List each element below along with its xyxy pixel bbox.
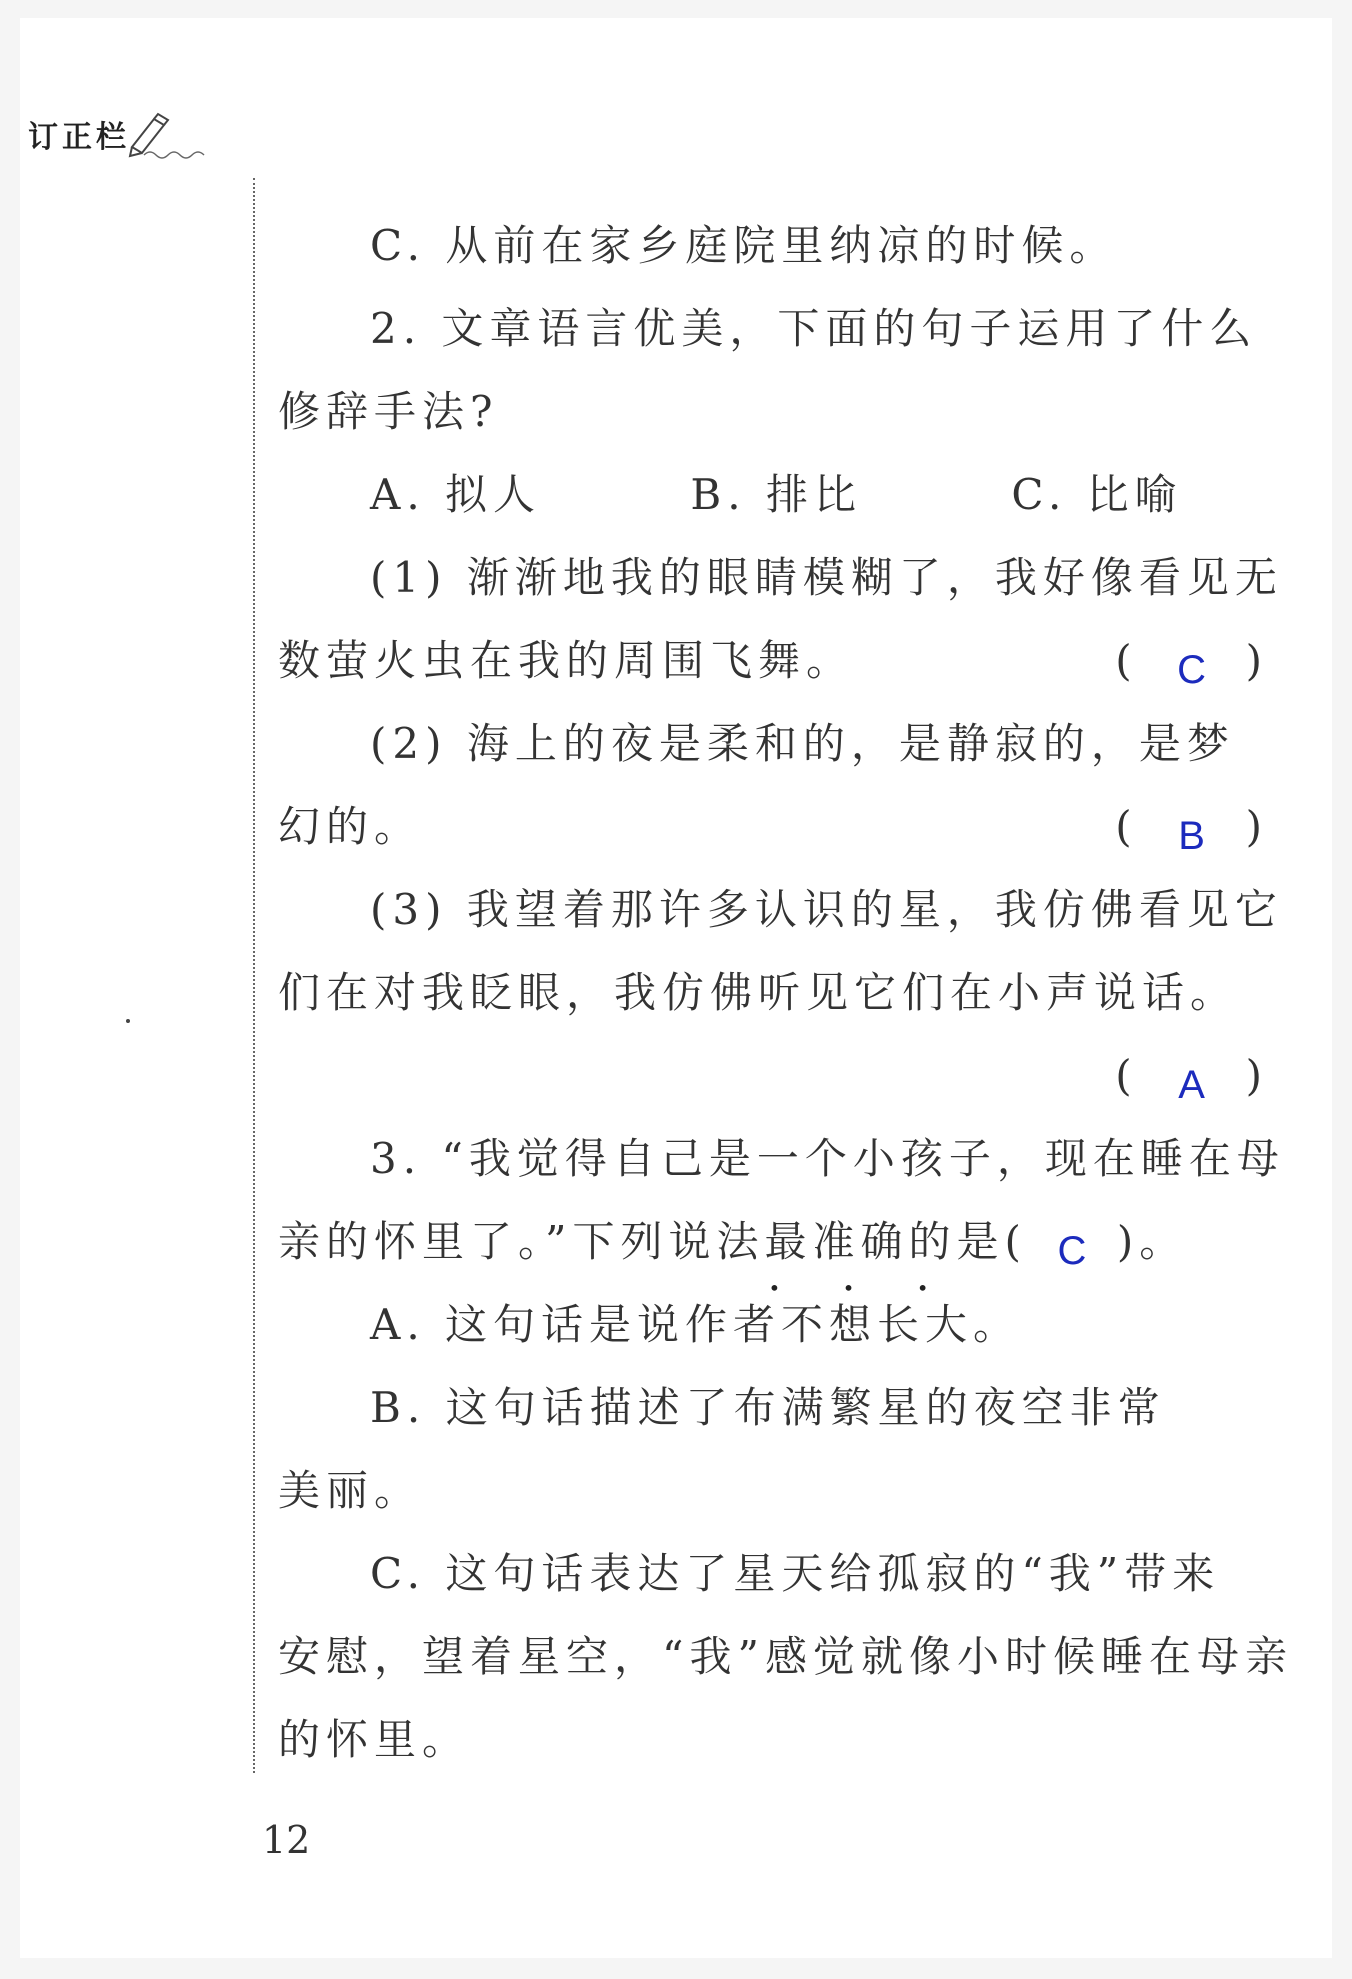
workbook-page [20, 18, 1332, 1958]
q3-stem-line1: 3. “我觉得自己是一个小孩子，现在睡在母 [370, 1134, 1285, 1183]
q2-2-answer-box [1115, 799, 1268, 858]
emphasis-dotted-text: 最准确 • • • [764, 1214, 908, 1270]
margin-dot [126, 1019, 130, 1023]
q3-answer: C [1057, 1229, 1087, 1273]
q2-1-line2: 数萤火虫在我的周围飞舞。 [278, 636, 855, 685]
q2-3-line1: (3) 我望着那许多认识的星，我仿佛看见它 [370, 885, 1283, 934]
option-c: C. 比喻 [1011, 470, 1183, 519]
q3-stem-text-2: 的是( [908, 1217, 1027, 1266]
paren-open: ( [1115, 1051, 1138, 1100]
paren-open: ( [1115, 802, 1138, 851]
q2-3-line2: 们在对我眨眼，我仿佛听见它们在小声说话。 [278, 968, 1239, 1017]
paren-close: ) [1245, 636, 1268, 685]
q2-stem-line1: 2. 文章语言优美，下面的句子运用了什么 [370, 304, 1258, 353]
page-number: 12 [262, 1818, 311, 1862]
q2-2-line2: 幻的。 [278, 802, 423, 851]
q3-option-b-line2: 美丽。 [278, 1466, 423, 1515]
q3-option-c-line2: 安慰，望着星空，“我”感觉就像小时候睡在母亲 [278, 1632, 1293, 1681]
q1-option-c: C. 从前在家乡庭院里纳凉的时候。 [370, 221, 1118, 270]
option-a: A. 拟人 [370, 470, 542, 519]
q2-stem-line2: 修辞手法? [278, 387, 499, 436]
paren-open: ( [1115, 636, 1138, 685]
q2-3-answer-box [1115, 1048, 1268, 1107]
paren-close: ) [1245, 1051, 1268, 1100]
q2-options [370, 467, 1183, 523]
q2-1-answer: C [1177, 648, 1207, 692]
q3-option-c-line3: 的怀里。 [278, 1715, 471, 1764]
q2-3-answer: A [1178, 1063, 1205, 1107]
q3-stem-end: )。 [1116, 1217, 1188, 1266]
q3-stem-line2 [278, 1214, 1188, 1273]
margin-divider-line [253, 178, 255, 1773]
correction-column-header [28, 104, 214, 164]
q2-2-answer: B [1178, 814, 1205, 858]
q3-stem-text: 亲的怀里了。”下列说法 [278, 1217, 765, 1266]
q2-1-line1: (1) 渐渐地我的眼睛模糊了，我好像看见无 [370, 553, 1283, 602]
q3-option-c-line1: C. 这句话表达了星天给孤寂的“我”带来 [370, 1549, 1221, 1598]
q2-1-answer-box [1115, 633, 1268, 692]
correction-title: 订正栏 [28, 120, 130, 155]
q3-option-b-line1: B. 这句话描述了布满繁星的夜空非常 [370, 1383, 1166, 1432]
q2-2-line1: (2) 海上的夜是柔和的，是静寂的，是梦 [370, 719, 1235, 768]
q3-option-a: A. 这句话是说作者不想长大。 [370, 1300, 1022, 1349]
pencil-icon [124, 109, 214, 159]
paren-close: ) [1245, 802, 1268, 851]
option-b: B. 排比 [690, 470, 862, 519]
